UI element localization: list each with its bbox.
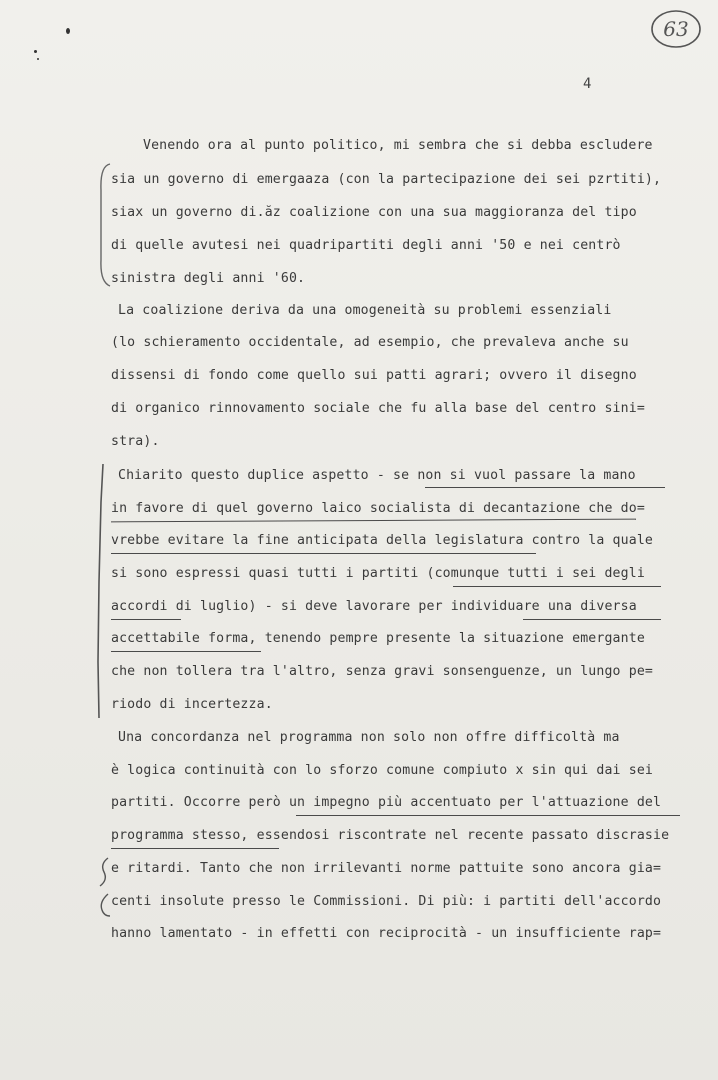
text-line: riodo di incertezza. — [111, 697, 273, 712]
page-number: 4 — [583, 76, 592, 92]
handwritten-underline — [523, 619, 661, 621]
handwritten-underline — [296, 815, 680, 817]
text-line: Una concordanza nel programma non solo non offre difficoltà ma — [118, 730, 620, 745]
text-line: di organico rinnovamento sociale che fu alla base del centro sini= — [111, 401, 645, 416]
text-line: stra). — [111, 434, 160, 449]
text-line: sia un governo di emergaaza (con la partecipazione dei sei pzrtiti), — [111, 172, 662, 187]
text-line: partiti. Occorre però un impegno più accentuato per l'attuazione del — [111, 795, 662, 810]
handwritten-underline — [111, 848, 279, 850]
text-line: accordi di luglio) - si deve lavorare per individuare una diversa — [111, 599, 637, 614]
handwritten-underline — [111, 553, 536, 555]
text-line: La coalizione deriva da una omogeneità su problemi essenziali — [118, 303, 612, 318]
text-line: accettabile forma, tenendo pempre presente la situazione emergante — [111, 631, 645, 646]
text-line: siax un governo di.ăz coalizione con una sua maggioranza del tipo — [111, 205, 637, 220]
margin-bracket-icon — [93, 462, 109, 722]
archive-stamp — [649, 8, 703, 50]
text-line: Venendo ora al punto politico, mi sembra che si debba escludere — [143, 138, 653, 153]
ink-speck — [34, 50, 37, 53]
margin-bracket-icon — [96, 854, 114, 920]
text-line: sinistra degli anni '60. — [111, 271, 306, 286]
handwritten-underline — [425, 487, 665, 489]
text-line: (lo schieramento occidentale, ad esempio, che prevaleva anche su — [111, 335, 629, 350]
text-line: si sono espressi quasi tutti i partiti (comunque tutti i sei degli — [111, 566, 645, 581]
text-line: programma stesso, essendosi riscontrate nel recente passato discrasie — [111, 828, 670, 843]
text-line: vrebbe evitare la fine anticipata della legislatura contro la quale — [111, 533, 653, 548]
ink-speck — [37, 58, 39, 60]
handwritten-underline — [453, 586, 661, 588]
ink-speck — [66, 28, 70, 34]
stamp-number: 63 — [663, 17, 689, 41]
handwritten-underline — [111, 619, 181, 621]
text-line: di quelle avutesi nei quadripartiti degli anni '50 e nei centrò — [111, 238, 621, 253]
text-line: è logica continuità con lo sforzo comune compiuto x sin qui dai sei — [111, 763, 653, 778]
margin-bracket-icon — [96, 160, 116, 290]
text-line: che non tollera tra l'altro, senza gravi sonsenguenze, un lungo pe= — [111, 664, 653, 679]
text-line: hanno lamentato - in effetti con reciprocità - un insufficiente rap= — [111, 926, 662, 941]
text-line: Chiarito questo duplice aspetto - se non si vuol passare la mano — [118, 468, 636, 483]
handwritten-underline — [111, 651, 261, 653]
text-line: centi insolute presso le Commissioni. Di più: i partiti dell'accordo — [111, 894, 662, 909]
text-line: e ritardi. Tanto che non irrilevanti norme pattuite sono ancora gia= — [111, 861, 662, 876]
text-line: dissensi di fondo come quello sui patti agrari; ovvero il disegno — [111, 368, 637, 383]
text-line: in favore di quel governo laico socialista di decantazione che do= — [111, 501, 645, 516]
